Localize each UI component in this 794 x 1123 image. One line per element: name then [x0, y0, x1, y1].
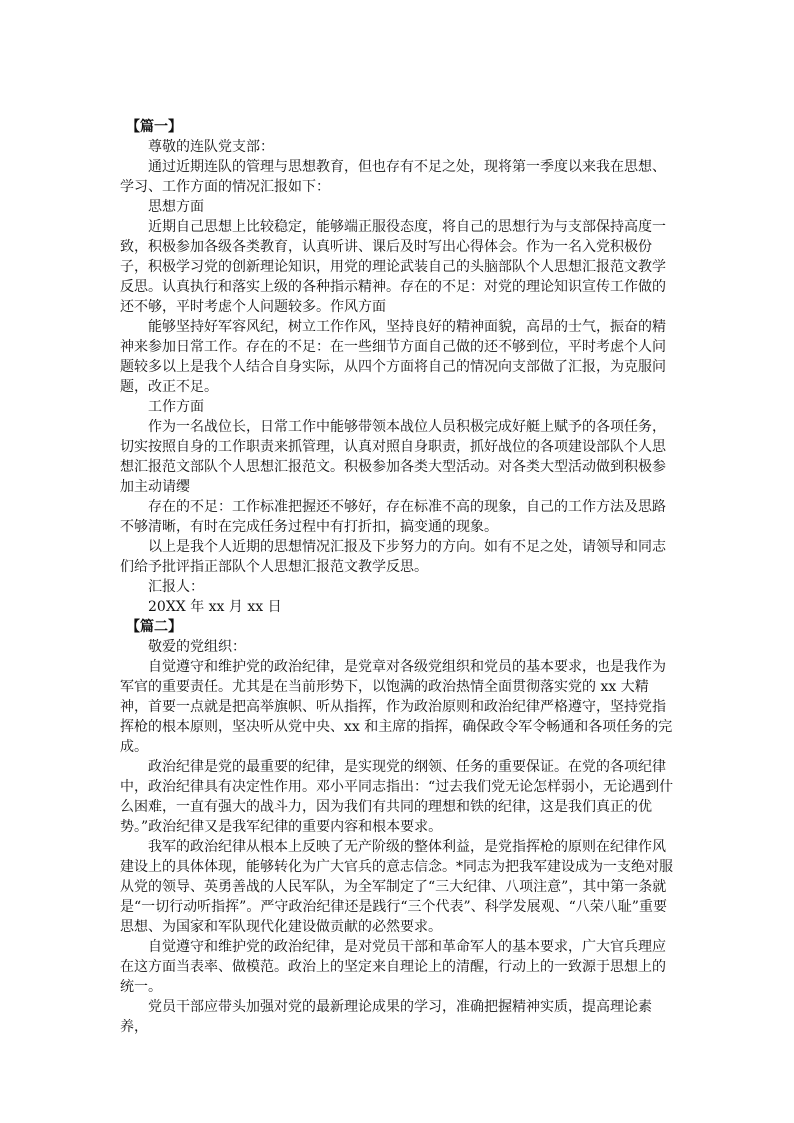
salutation: 尊敬的连队党支部：: [148, 139, 274, 155]
paragraph: 存在的不足：工作标准把握还不够好，存在标准不高的现象，自己的工作方法及思路不够清晰，有时在完成任务过程中有打折扣，搞变通的现象。: [120, 499, 666, 535]
paragraph: 以上是我个人近期的思想情况汇报及下步努力的方向。如有不足之处，请领导和同志们给予批评指正部队个人思想汇报范文教学反思。: [120, 539, 666, 575]
paragraph: 近期自己思想上比较稳定，能够端正服役态度，将自己的思想行为与支部保持高度一致，积极参加各级各类教育，认真听讲、课后及时写出心得体会。作为一名入党积极份子，积极学习党的创新理论知识，用党的理论武装自己的头脑部队个人思想汇报范文教学反思。认真执行和落实上级的各种指示精神。存在的不足：对党的理论知识宣传工作做的还不够，平时考虑个人问题较多。作风方面: [120, 219, 666, 315]
paragraph: 能够坚持好军容风纪，树立工作作风，坚持良好的精神面貌，高昂的士气，振奋的精神来参加日常工作。存在的不足：在一些细节方面自己做的还不够到位，平时考虑个人问题较多以上是我个人结合自身实际，从四个方面将自己的情况向支部做了汇报，为克服问题，改正不足。: [120, 319, 666, 395]
paragraph: 作为一名战位长，日常工作中能够带领本战位人员积极完成好艇上赋予的各项任务，切实按照自身的工作职责来抓管理，认真对照自身职责，抓好战位的各项建设部队个人思想汇报范文部队个人思想汇报范文。积极参加各类大型活动。对各类大型活动做到积极参加主动请缨: [120, 419, 666, 495]
paragraph: 自觉遵守和维护党的政治纪律，是党章对各级党组织和党员的基本要求，也是我作为军官的重要责任。尤其是在当前形势下，以饱满的政治热情全面贯彻落实党的 xx 大精神，首要一点就是把高举旗帜、听从指挥，作为政治原则和政治纪律严格遵守，坚持党指挥枪的根本原则，坚决听从党中央、xx 和主席的指挥，确保政令军令畅通和各项任务的完成。: [120, 659, 673, 755]
paragraph: 党员干部应带头加强对党的最新理论成果的学习，准确把握精神实质，提高理论素养，: [120, 999, 652, 1035]
salutation: 敬爱的党组织：: [148, 639, 246, 655]
paragraph: 政治纪律是党的最重要的纪律，是实现党的纲领、任务的重要保证。在党的各项纪律中，政治纪律具有决定性作用。邓小平同志指出：“过去我们党无论怎样弱小，无论遇到什么困难，一直有强大的战斗力，因为我们有共同的理想和铁的纪律，这是我们真正的优势。”政治纪律又是我军纪律的重要内容和根本要求。: [120, 759, 674, 835]
signature-label: 汇报人：: [148, 579, 204, 595]
document-page: [120, 117, 676, 1037]
subheading: 思想方面: [148, 199, 204, 215]
paragraph: 我军的政治纪律从根本上反映了无产阶级的整体利益，是党指挥枪的原则在纪律作风建设上的具体体现，能够转化为广大官兵的意志信念。*同志为把我军建设成为一支绝对服从党的领导、英勇善战的人民军队，为全军制定了“三大纪律、八项注意”，其中第一条就是“一切行动听指挥”。严守政治纪律还是践行“三个代表”、科学发展观、“八荣八耻”重要思想、为国家和军队现代化建设做贡献的必然要求。: [120, 839, 673, 935]
date-line: 20XX 年 xx 月 xx 日: [148, 599, 282, 615]
paragraph: 通过近期连队的管理与思想教育，但也存有不足之处，现将第一季度以来我在思想、学习、工作方面的情况汇报如下：: [120, 159, 666, 195]
section-heading-2: 【篇二】: [126, 619, 182, 635]
paragraph: 自觉遵守和维护党的政治纪律，是对党员干部和革命军人的基本要求，广大官兵理应在这方面当表率、做模范。政治上的坚定来自理论上的清醒，行动上的一致源于思想上的统一。: [120, 939, 666, 995]
section-heading-1: 【篇一】: [126, 119, 182, 135]
subheading: 工作方面: [148, 399, 204, 415]
